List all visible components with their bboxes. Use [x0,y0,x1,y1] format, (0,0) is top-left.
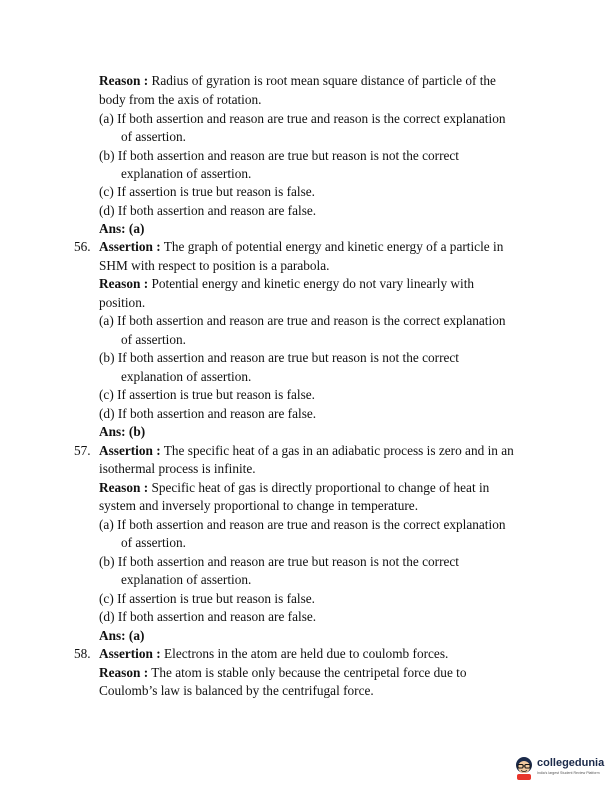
q56-option-b-line2: explanation of assertion. [121,369,252,384]
q57-option-d: (d) If both assertion and reason are false. [99,609,317,624]
reason-label: Reason : [99,480,149,495]
q55-option-d: (d) If both assertion and reason are false. [99,203,317,218]
q57-assertion [99,443,514,459]
q56-number: 56. [74,239,91,254]
q55-option-b-line2: explanation of assertion. [121,166,252,181]
assertion-text: The specific heat of a gas in an adiabatic process is zero and in an [163,443,514,458]
brand-tagline: India's largest Student Review Platform [537,771,600,775]
q58-reason [99,665,467,681]
mascot-icon [513,755,535,781]
q57-option-a: (a) If both assertion and reason are true and reason is the correct explanation [99,517,506,532]
q56-answer: Ans: (b) [99,424,146,439]
q56-reason-line2: position. [99,295,146,310]
q57-number: 57. [74,443,91,458]
q57-reason-line2: system and inversely proportional to change in temperature. [99,498,419,513]
q56-option-d: (d) If both assertion and reason are false. [99,406,317,421]
q56-option-c: (c) If assertion is true but reason is false. [99,387,316,402]
q55-option-a-line2: of assertion. [121,129,186,144]
reason-text: The atom is stable only because the centripetal force due to [151,665,467,680]
q57-option-b: (b) If both assertion and reason are true but reason is not the correct [99,554,459,569]
assertion-label: Assertion : [99,443,161,458]
collegedunia-logo[interactable] [513,755,609,785]
brand-name: collegedunia [537,757,605,769]
q58-number: 58. [74,646,91,661]
reason-text: Specific heat of gas is directly proportional to change of heat in [151,480,490,495]
q57-option-a-line2: of assertion. [121,535,186,550]
q56-assertion-line2: SHM with respect to position is a parabola. [99,258,330,273]
q57-answer: Ans: (a) [99,628,145,643]
q55-reason-line2: body from the axis of rotation. [99,92,262,107]
q58-assertion [99,646,448,662]
q55-answer: Ans: (a) [99,221,145,236]
q55-option-a: (a) If both assertion and reason are true and reason is the correct explanation [99,111,506,126]
q58-reason-line2: Coulomb’s law is balanced by the centrifugal force. [99,683,374,698]
assertion-label: Assertion : [99,646,161,661]
reason-text: Potential energy and kinetic energy do not vary linearly with [151,276,475,291]
reason-text: Radius of gyration is root mean square distance of particle of the [151,73,496,88]
q56-option-a-line2: of assertion. [121,332,186,347]
q56-assertion [99,239,503,255]
assertion-label: Assertion : [99,239,161,254]
q56-reason [99,276,474,292]
assertion-text: Electrons in the atom are held due to coulomb forces. [164,646,449,661]
reason-label: Reason : [99,276,149,291]
q55-option-b: (b) If both assertion and reason are true but reason is not the correct [99,148,459,163]
assertion-text: The graph of potential energy and kinetic energy of a particle in [163,239,504,254]
reason-label: Reason : [99,665,149,680]
q56-option-a: (a) If both assertion and reason are true and reason is the correct explanation [99,313,506,328]
q57-assertion-line2: isothermal process is infinite. [99,461,256,476]
q57-reason [99,480,489,496]
q57-option-b-line2: explanation of assertion. [121,572,252,587]
q55-reason [99,73,496,89]
q57-option-c: (c) If assertion is true but reason is false. [99,591,316,606]
q55-option-c: (c) If assertion is true but reason is false. [99,184,316,199]
q56-option-b: (b) If both assertion and reason are true but reason is not the correct [99,350,459,365]
reason-label: Reason : [99,73,149,88]
